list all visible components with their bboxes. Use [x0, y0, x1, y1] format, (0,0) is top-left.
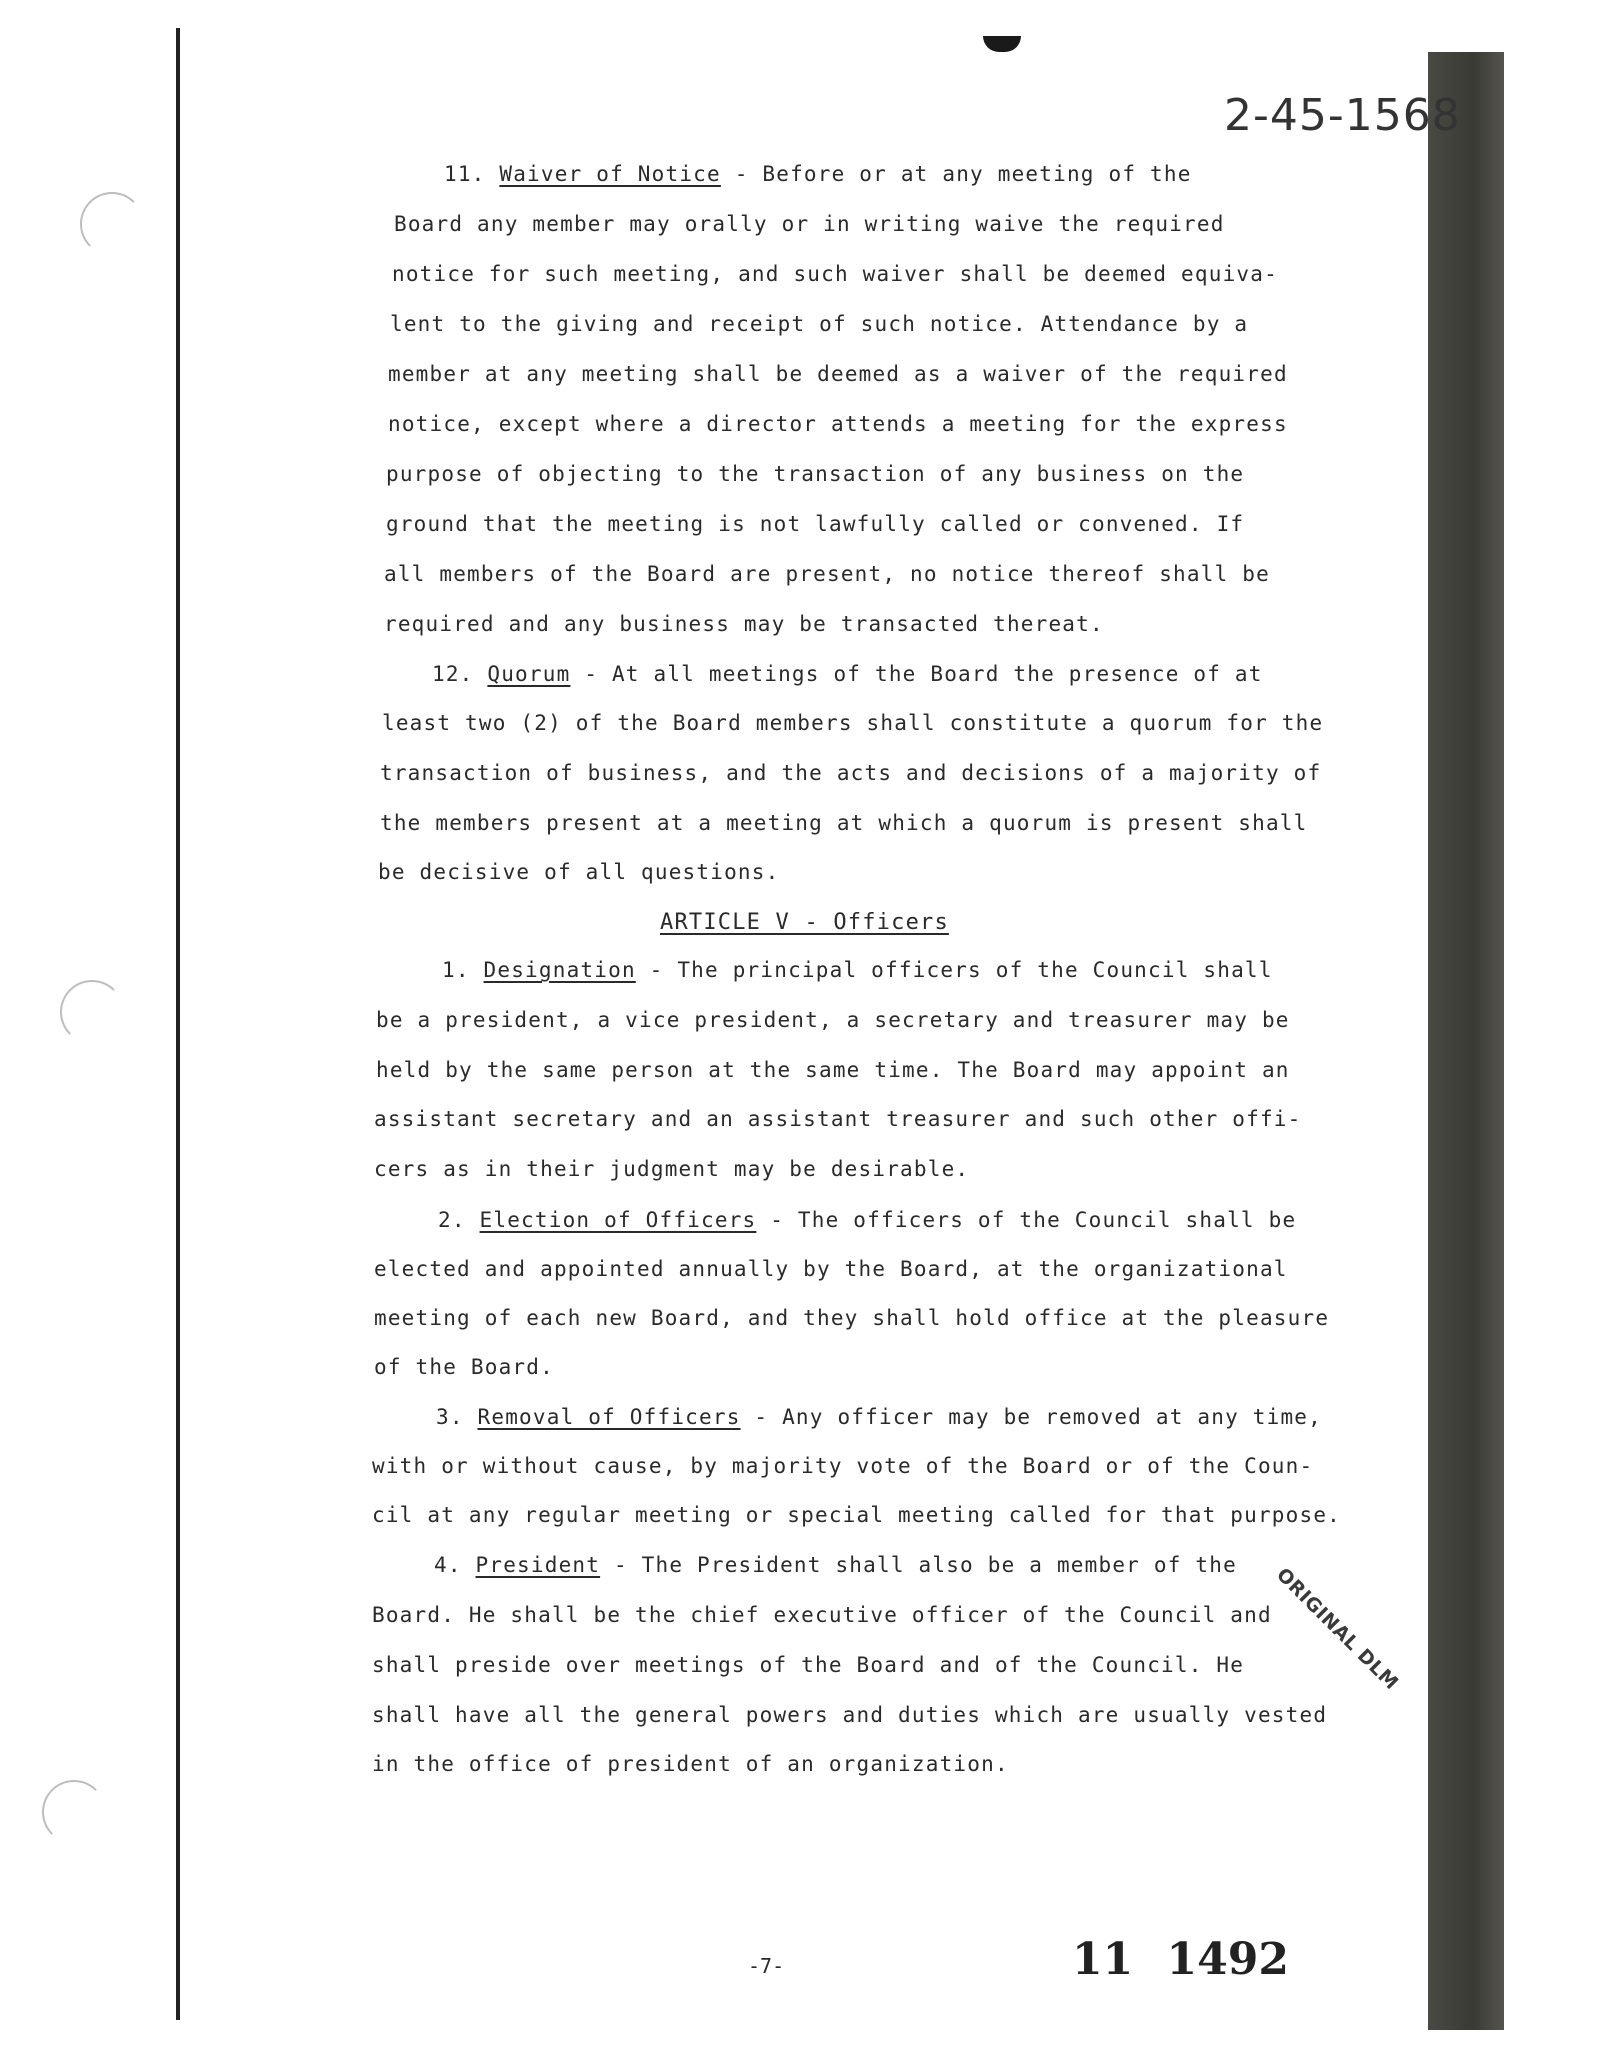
body-line: cil at any regular meeting or special meeting called for that purpose.	[372, 1503, 1342, 1527]
hole-punch-mark	[80, 192, 144, 256]
body-line: held by the same person at the same time. The Board may appoint an	[376, 1058, 1290, 1082]
body-line: 3. Removal of Officers - Any officer may be removed at any time,	[436, 1405, 1322, 1429]
body-line: 11. Waiver of Notice - Before or at any meeting of the	[444, 162, 1192, 186]
scan-edge-shadow	[1428, 52, 1504, 2030]
section-title: Removal of Officers	[477, 1405, 741, 1429]
body-line: notice, except where a director attends a meeting for the express	[388, 412, 1288, 436]
body-line: assistant secretary and an assistant treasurer and such other offi-	[374, 1107, 1302, 1131]
body-line: elected and appointed annually by the Board, at the organizational	[374, 1257, 1288, 1281]
body-line: shall have all the general powers and duties which are usually vested	[372, 1703, 1328, 1727]
top-punch-mark	[983, 36, 1021, 52]
body-line: purpose of objecting to the transaction of any business on the	[386, 462, 1245, 486]
body-line: the members present at a meeting at which a quorum is present shall	[380, 811, 1308, 835]
body-line: Board. He shall be the chief executive officer of the Council and	[372, 1603, 1272, 1627]
body-line: meeting of each new Board, and they shall hold office at the pleasure	[374, 1306, 1330, 1330]
section-title: President	[475, 1553, 601, 1577]
body-line: 4. President - The President shall also be a member of the	[434, 1553, 1237, 1577]
article-heading: ARTICLE V - Officers	[660, 910, 949, 935]
body-line: required and any business may be transacted thereat.	[384, 612, 1104, 636]
body-line: transaction of business, and the acts and decisions of a majority of	[380, 761, 1322, 785]
body-line: with or without cause, by majority vote of the Board or of the Coun-	[372, 1454, 1314, 1478]
body-line: 12. Quorum - At all meetings of the Board the presence of at	[432, 662, 1263, 686]
document-number: 2-45-1568	[1224, 90, 1461, 141]
body-line: least two (2) of the Board members shall constitute a quorum for the	[382, 711, 1324, 735]
section-title: Election of Officers	[479, 1208, 757, 1232]
hole-punch-mark	[42, 1780, 106, 1844]
page-number: -7-	[748, 1954, 785, 1978]
original-stamp: ORIGINAL DLM	[1272, 1563, 1403, 1695]
body-line: shall preside over meetings of the Board and of the Council. He	[372, 1653, 1245, 1677]
body-line: Board any member may orally or in writing waive the required	[394, 212, 1225, 236]
body-line: 1. Designation - The principal officers of the Council shall	[442, 958, 1273, 982]
section-title: Designation	[483, 958, 636, 982]
body-line: all members of the Board are present, no notice thereof shall be	[384, 562, 1270, 586]
binding-edge-line	[176, 28, 180, 2020]
body-line: lent to the giving and receipt of such notice. Attendance by a	[390, 312, 1249, 336]
body-line: be decisive of all questions.	[378, 860, 780, 884]
body-line: of the Board.	[374, 1355, 554, 1379]
body-line: 2. Election of Officers - The officers of the Council shall be	[438, 1208, 1297, 1232]
section-title: Quorum	[487, 662, 571, 686]
body-line: ground that the meeting is not lawfully called or convened. If	[386, 512, 1245, 536]
hole-punch-mark	[60, 980, 124, 1044]
file-number: 11 1492	[1072, 1934, 1290, 1985]
body-line: member at any meeting shall be deemed as a waiver of the required	[388, 362, 1288, 386]
body-line: notice for such meeting, and such waiver shall be deemed equiva-	[392, 262, 1278, 286]
body-line: cers as in their judgment may be desirable.	[374, 1157, 970, 1181]
section-title: Waiver of Notice	[499, 162, 721, 186]
body-line: be a president, a vice president, a secretary and treasurer may be	[376, 1008, 1290, 1032]
body-line: in the office of president of an organization.	[372, 1752, 1009, 1776]
